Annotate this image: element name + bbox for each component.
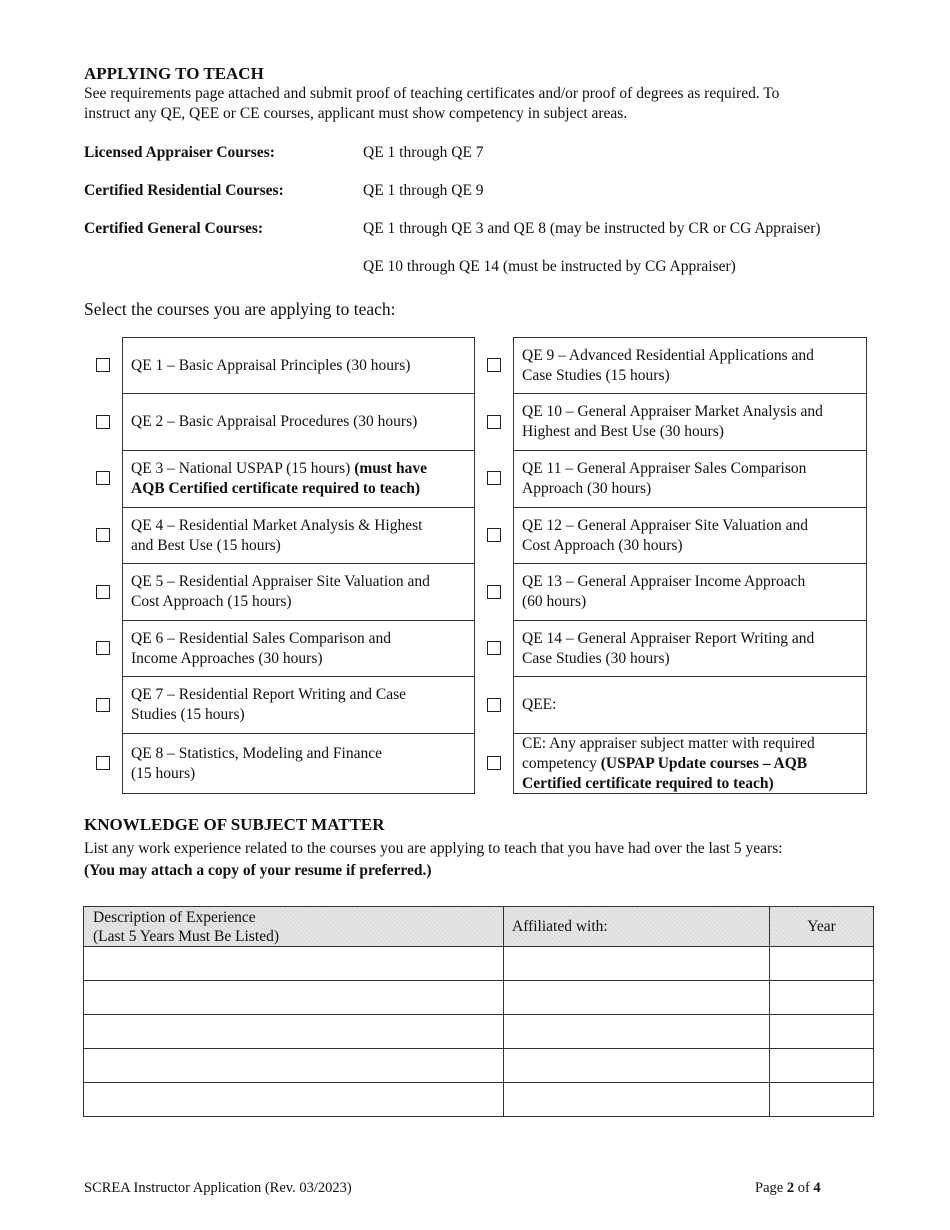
affiliated-cell xyxy=(504,981,770,1015)
course-label: QE 7 – Residential Report Writing and Case xyxy=(131,686,407,703)
requirement-value: QE 10 through QE 14 (must be instructed by CG Appraiser) xyxy=(363,258,736,275)
course-label-bold: Certified certificate required to teach) xyxy=(522,774,774,792)
course-cell-qe4 xyxy=(122,507,475,564)
requirement-value: QE 1 through QE 9 xyxy=(363,182,484,199)
course-checkbox[interactable] xyxy=(96,471,110,485)
course-cell-qe6 xyxy=(122,620,475,677)
course-label: Highest and Best Use (30 hours) xyxy=(522,423,724,440)
year-cell xyxy=(770,1083,874,1117)
description-cell xyxy=(84,947,504,981)
column-header-text: Description of Experience xyxy=(93,908,256,926)
affiliated-input[interactable] xyxy=(504,981,769,1014)
year-cell xyxy=(770,1049,874,1083)
description-cell xyxy=(84,1049,504,1083)
course-cell-qe8 xyxy=(122,733,475,794)
description-input[interactable] xyxy=(84,981,503,1014)
form-name: SCREA Instructor Application (Rev. 03/2023) xyxy=(84,1180,352,1196)
table-row xyxy=(84,981,874,1015)
year-cell xyxy=(770,947,874,981)
course-label: QE 9 – Advanced Residential Applications and xyxy=(522,346,814,364)
table-row xyxy=(84,947,874,981)
applying-intro-line1: See requirements page attached and submit proof of teaching certificates and/or proof of degrees as required. To xyxy=(84,85,780,102)
course-cell-qe13 xyxy=(513,563,867,621)
page-of: of xyxy=(794,1180,814,1196)
course-label: QE 3 – National USPAP (15 hours) xyxy=(131,460,355,477)
affiliated-cell xyxy=(504,947,770,981)
description-input[interactable] xyxy=(84,1083,503,1116)
course-label: QE 4 – Residential Market Analysis & Highest xyxy=(131,516,423,534)
course-checkbox[interactable] xyxy=(96,415,110,429)
page-number xyxy=(755,1180,821,1197)
course-label: Approach (30 hours) xyxy=(522,480,652,497)
course-label: CE: Any appraiser subject matter with required xyxy=(522,734,815,752)
table-row xyxy=(84,1049,874,1083)
affiliated-cell xyxy=(504,1015,770,1049)
course-label: (15 hours) xyxy=(131,764,196,782)
column-header-affiliated: Affiliated with: xyxy=(504,907,770,947)
course-cell-qee xyxy=(513,676,867,734)
course-checkbox[interactable] xyxy=(96,585,110,599)
section-heading-knowledge: KNOWLEDGE OF SUBJECT MATTER xyxy=(84,815,385,834)
description-cell xyxy=(84,1015,504,1049)
description-input[interactable] xyxy=(84,1049,503,1082)
course-cell-qe9 xyxy=(513,337,867,394)
course-label: competency xyxy=(522,754,601,772)
course-label: Cost Approach (30 hours) xyxy=(522,536,683,554)
course-label-bold: (USPAP Update courses – AQB xyxy=(600,754,808,772)
course-label: Cost Approach (15 hours) xyxy=(131,593,292,610)
course-cell-qe10 xyxy=(513,393,867,451)
affiliated-input[interactable] xyxy=(504,1083,769,1116)
description-cell xyxy=(84,981,504,1015)
course-cell-qe1 xyxy=(122,337,475,394)
course-checkbox[interactable] xyxy=(96,756,110,770)
course-checkbox[interactable] xyxy=(487,756,501,770)
applying-intro-line2: instruct any QE, QEE or CE courses, applicant must show competency in subject areas. xyxy=(84,105,628,122)
requirement-label: Certified General Courses: xyxy=(84,220,264,237)
course-label: QE 11 – General Appraiser Sales Comparison xyxy=(522,460,807,477)
year-input[interactable] xyxy=(770,1083,873,1116)
course-checkbox[interactable] xyxy=(487,358,501,372)
course-label: QE 14 – General Appraiser Report Writing and xyxy=(522,629,815,647)
course-checkbox[interactable] xyxy=(487,585,501,599)
column-header-year: Year xyxy=(770,907,874,947)
course-cell-ce xyxy=(513,733,867,794)
course-checkbox[interactable] xyxy=(96,358,110,372)
year-input[interactable] xyxy=(770,947,873,980)
column-header-text: (Last 5 Years Must Be Listed) xyxy=(93,927,279,945)
course-label-bold: (must have xyxy=(354,460,427,477)
knowledge-note: (You may attach a copy of your resume if preferred.) xyxy=(84,862,432,879)
requirement-label: Certified Residential Courses: xyxy=(84,182,284,199)
affiliated-input[interactable] xyxy=(504,1015,769,1048)
year-cell xyxy=(770,981,874,1015)
affiliated-input[interactable] xyxy=(504,1049,769,1082)
course-label: QE 13 – General Appraiser Income Approach xyxy=(522,573,806,590)
affiliated-cell xyxy=(504,1083,770,1117)
knowledge-intro: List any work experience related to the courses you are applying to teach that you have had over the last 5 years: xyxy=(84,840,783,857)
section-heading-applying: APPLYING TO TEACH xyxy=(84,64,264,83)
page-prefix: Page xyxy=(755,1180,787,1196)
year-input[interactable] xyxy=(770,1049,873,1082)
requirement-label: Licensed Appraiser Courses: xyxy=(84,144,275,161)
course-label: Income Approaches (30 hours) xyxy=(131,649,323,667)
course-label: QEE: xyxy=(522,696,557,713)
column-header-description xyxy=(84,907,504,947)
course-label: Case Studies (30 hours) xyxy=(522,649,670,667)
experience-table xyxy=(83,906,874,1117)
course-checkbox[interactable] xyxy=(96,528,110,542)
course-label: QE 12 – General Appraiser Site Valuation and xyxy=(522,516,808,534)
course-cell-qe5 xyxy=(122,563,475,621)
course-checkbox[interactable] xyxy=(96,698,110,712)
course-cell-qe2 xyxy=(122,393,475,451)
table-row xyxy=(84,1015,874,1049)
course-label-bold: AQB Certified certificate required to teach) xyxy=(131,480,421,497)
course-checkbox[interactable] xyxy=(487,528,501,542)
affiliated-input[interactable] xyxy=(504,947,769,980)
description-cell xyxy=(84,1083,504,1117)
course-cell-qe11 xyxy=(513,450,867,508)
course-checkbox[interactable] xyxy=(487,641,501,655)
course-checkbox[interactable] xyxy=(487,698,501,712)
course-label: (60 hours) xyxy=(522,593,587,610)
experience-table-header xyxy=(84,907,874,947)
course-label: QE 6 – Residential Sales Comparison and xyxy=(131,629,392,647)
requirement-value: QE 1 through QE 7 xyxy=(363,144,484,161)
course-label: QE 5 – Residential Appraiser Site Valuation and xyxy=(131,573,430,590)
course-checkbox[interactable] xyxy=(96,641,110,655)
description-input[interactable] xyxy=(84,947,503,980)
affiliated-cell xyxy=(504,1049,770,1083)
year-cell xyxy=(770,1015,874,1049)
course-cell-qe14 xyxy=(513,620,867,677)
page-current: 2 xyxy=(786,1180,795,1196)
course-checkbox[interactable] xyxy=(487,415,501,429)
course-cell-qe7 xyxy=(122,676,475,734)
page-total: 4 xyxy=(813,1180,821,1196)
requirement-value: QE 1 through QE 3 and QE 8 (may be instructed by CR or CG Appraiser) xyxy=(363,220,821,237)
course-label: QE 8 – Statistics, Modeling and Finance xyxy=(131,744,382,762)
course-checkbox[interactable] xyxy=(487,471,501,485)
select-courses-prompt: Select the courses you are applying to teach: xyxy=(84,299,396,319)
table-row xyxy=(84,1083,874,1117)
course-label: and Best Use (15 hours) xyxy=(131,536,281,554)
course-label: QE 1 – Basic Appraisal Principles (30 hours) xyxy=(131,356,411,374)
year-input[interactable] xyxy=(770,981,873,1014)
course-label: QE 2 – Basic Appraisal Procedures (30 hours) xyxy=(131,413,418,430)
year-input[interactable] xyxy=(770,1015,873,1048)
course-label: Case Studies (15 hours) xyxy=(522,366,670,384)
course-label: QE 10 – General Appraiser Market Analysis and xyxy=(522,403,823,420)
course-label: Studies (15 hours) xyxy=(131,706,245,723)
course-cell-qe12 xyxy=(513,507,867,564)
course-cell-qe3 xyxy=(122,450,475,508)
description-input[interactable] xyxy=(84,1015,503,1048)
